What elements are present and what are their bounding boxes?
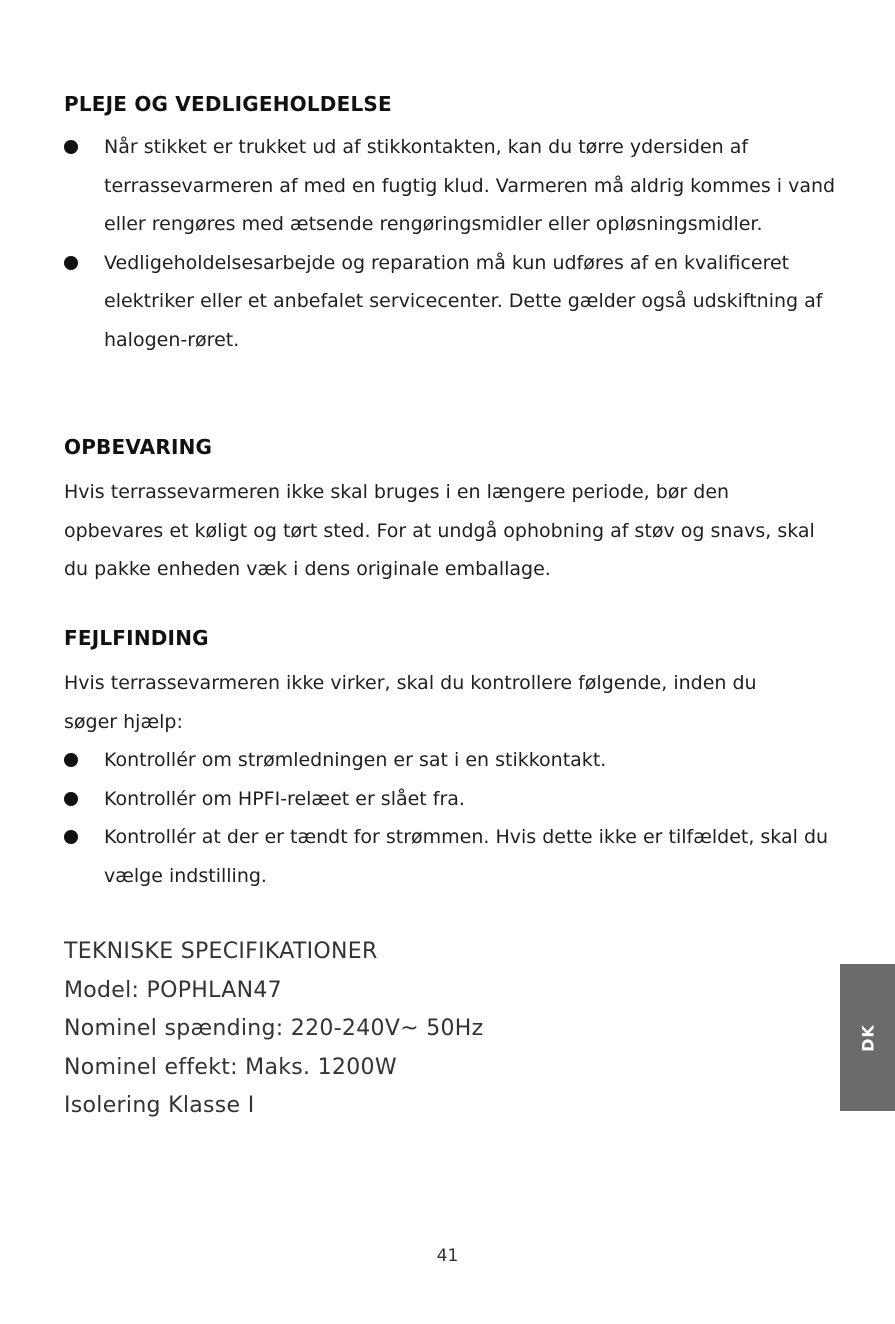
care-heading: PLEJE OG VEDLIGEHOLDELSE bbox=[64, 92, 392, 116]
spec-power: Nominel effekt: Maks. 1200W bbox=[64, 1054, 397, 1080]
care-bullet-list bbox=[64, 128, 854, 359]
list-item bbox=[64, 128, 854, 244]
bullet-icon bbox=[64, 830, 78, 844]
list-item bbox=[64, 780, 854, 819]
specs-list bbox=[64, 933, 484, 1126]
bullet-icon bbox=[64, 792, 78, 806]
page-number: 41 bbox=[436, 1246, 459, 1266]
bullet-icon bbox=[64, 140, 78, 154]
language-tab-label: DK bbox=[858, 1023, 877, 1052]
spec-insulation: Isolering Klasse I bbox=[64, 1093, 255, 1118]
troubleshooting-intro: Hvis terrassevarmeren ikke virker, skal du kontrollere følgende, inden du søger hjælp: bbox=[64, 672, 757, 733]
care-bullet-text-2: Vedligeholdelsesarbejde og reparation må kun udføres af en kvalificeret elektriker eller et anbefalet servicecenter. Dette gælder også udskiftning af halogen-røret. bbox=[104, 251, 823, 351]
troubleshooting-heading: FEJLFINDING bbox=[64, 626, 209, 650]
troubleshooting-bullet-text-2: Kontrollér om HPFI-relæet er slået fra. bbox=[104, 787, 465, 810]
language-tab bbox=[840, 964, 895, 1111]
bullet-icon bbox=[64, 753, 78, 767]
list-item bbox=[64, 818, 854, 895]
troubleshooting-bullet-list bbox=[64, 741, 854, 895]
specs-heading: TEKNISKE SPECIFIKATIONER bbox=[64, 939, 378, 964]
troubleshooting-bullet-text-3: Kontrollér at der er tændt for strømmen. Hvis dette ikke er tilfældet, skal du vælge indstilling. bbox=[104, 826, 829, 887]
storage-heading: OPBEVARING bbox=[64, 435, 213, 459]
spec-model: Model: POPHLAN47 bbox=[64, 977, 282, 1003]
list-item bbox=[64, 741, 854, 780]
list-item bbox=[64, 244, 854, 360]
bullet-icon bbox=[64, 256, 78, 270]
spec-voltage: Nominel spænding: 220-240V~ 50Hz bbox=[64, 1016, 484, 1041]
troubleshooting-bullet-text-1: Kontrollér om strømledningen er sat i en stikkontakt. bbox=[104, 749, 607, 771]
care-bullet-text-1: Når stikket er trukket ud af stikkontakten, kan du tørre ydersiden af terrassevarmeren af med en fugtig klud. Varmeren må aldrig kommes i vand eller rengøres med ætsende rengøringsmidler eller opløsningsmidler. bbox=[104, 136, 836, 235]
storage-paragraph: Hvis terrassevarmeren ikke skal bruges i en længere periode, bør den opbevares et køligt og tørt sted. For at undgå ophobning af støv og snavs, skal du pakke enheden væk i dens originale emballage. bbox=[64, 481, 815, 580]
